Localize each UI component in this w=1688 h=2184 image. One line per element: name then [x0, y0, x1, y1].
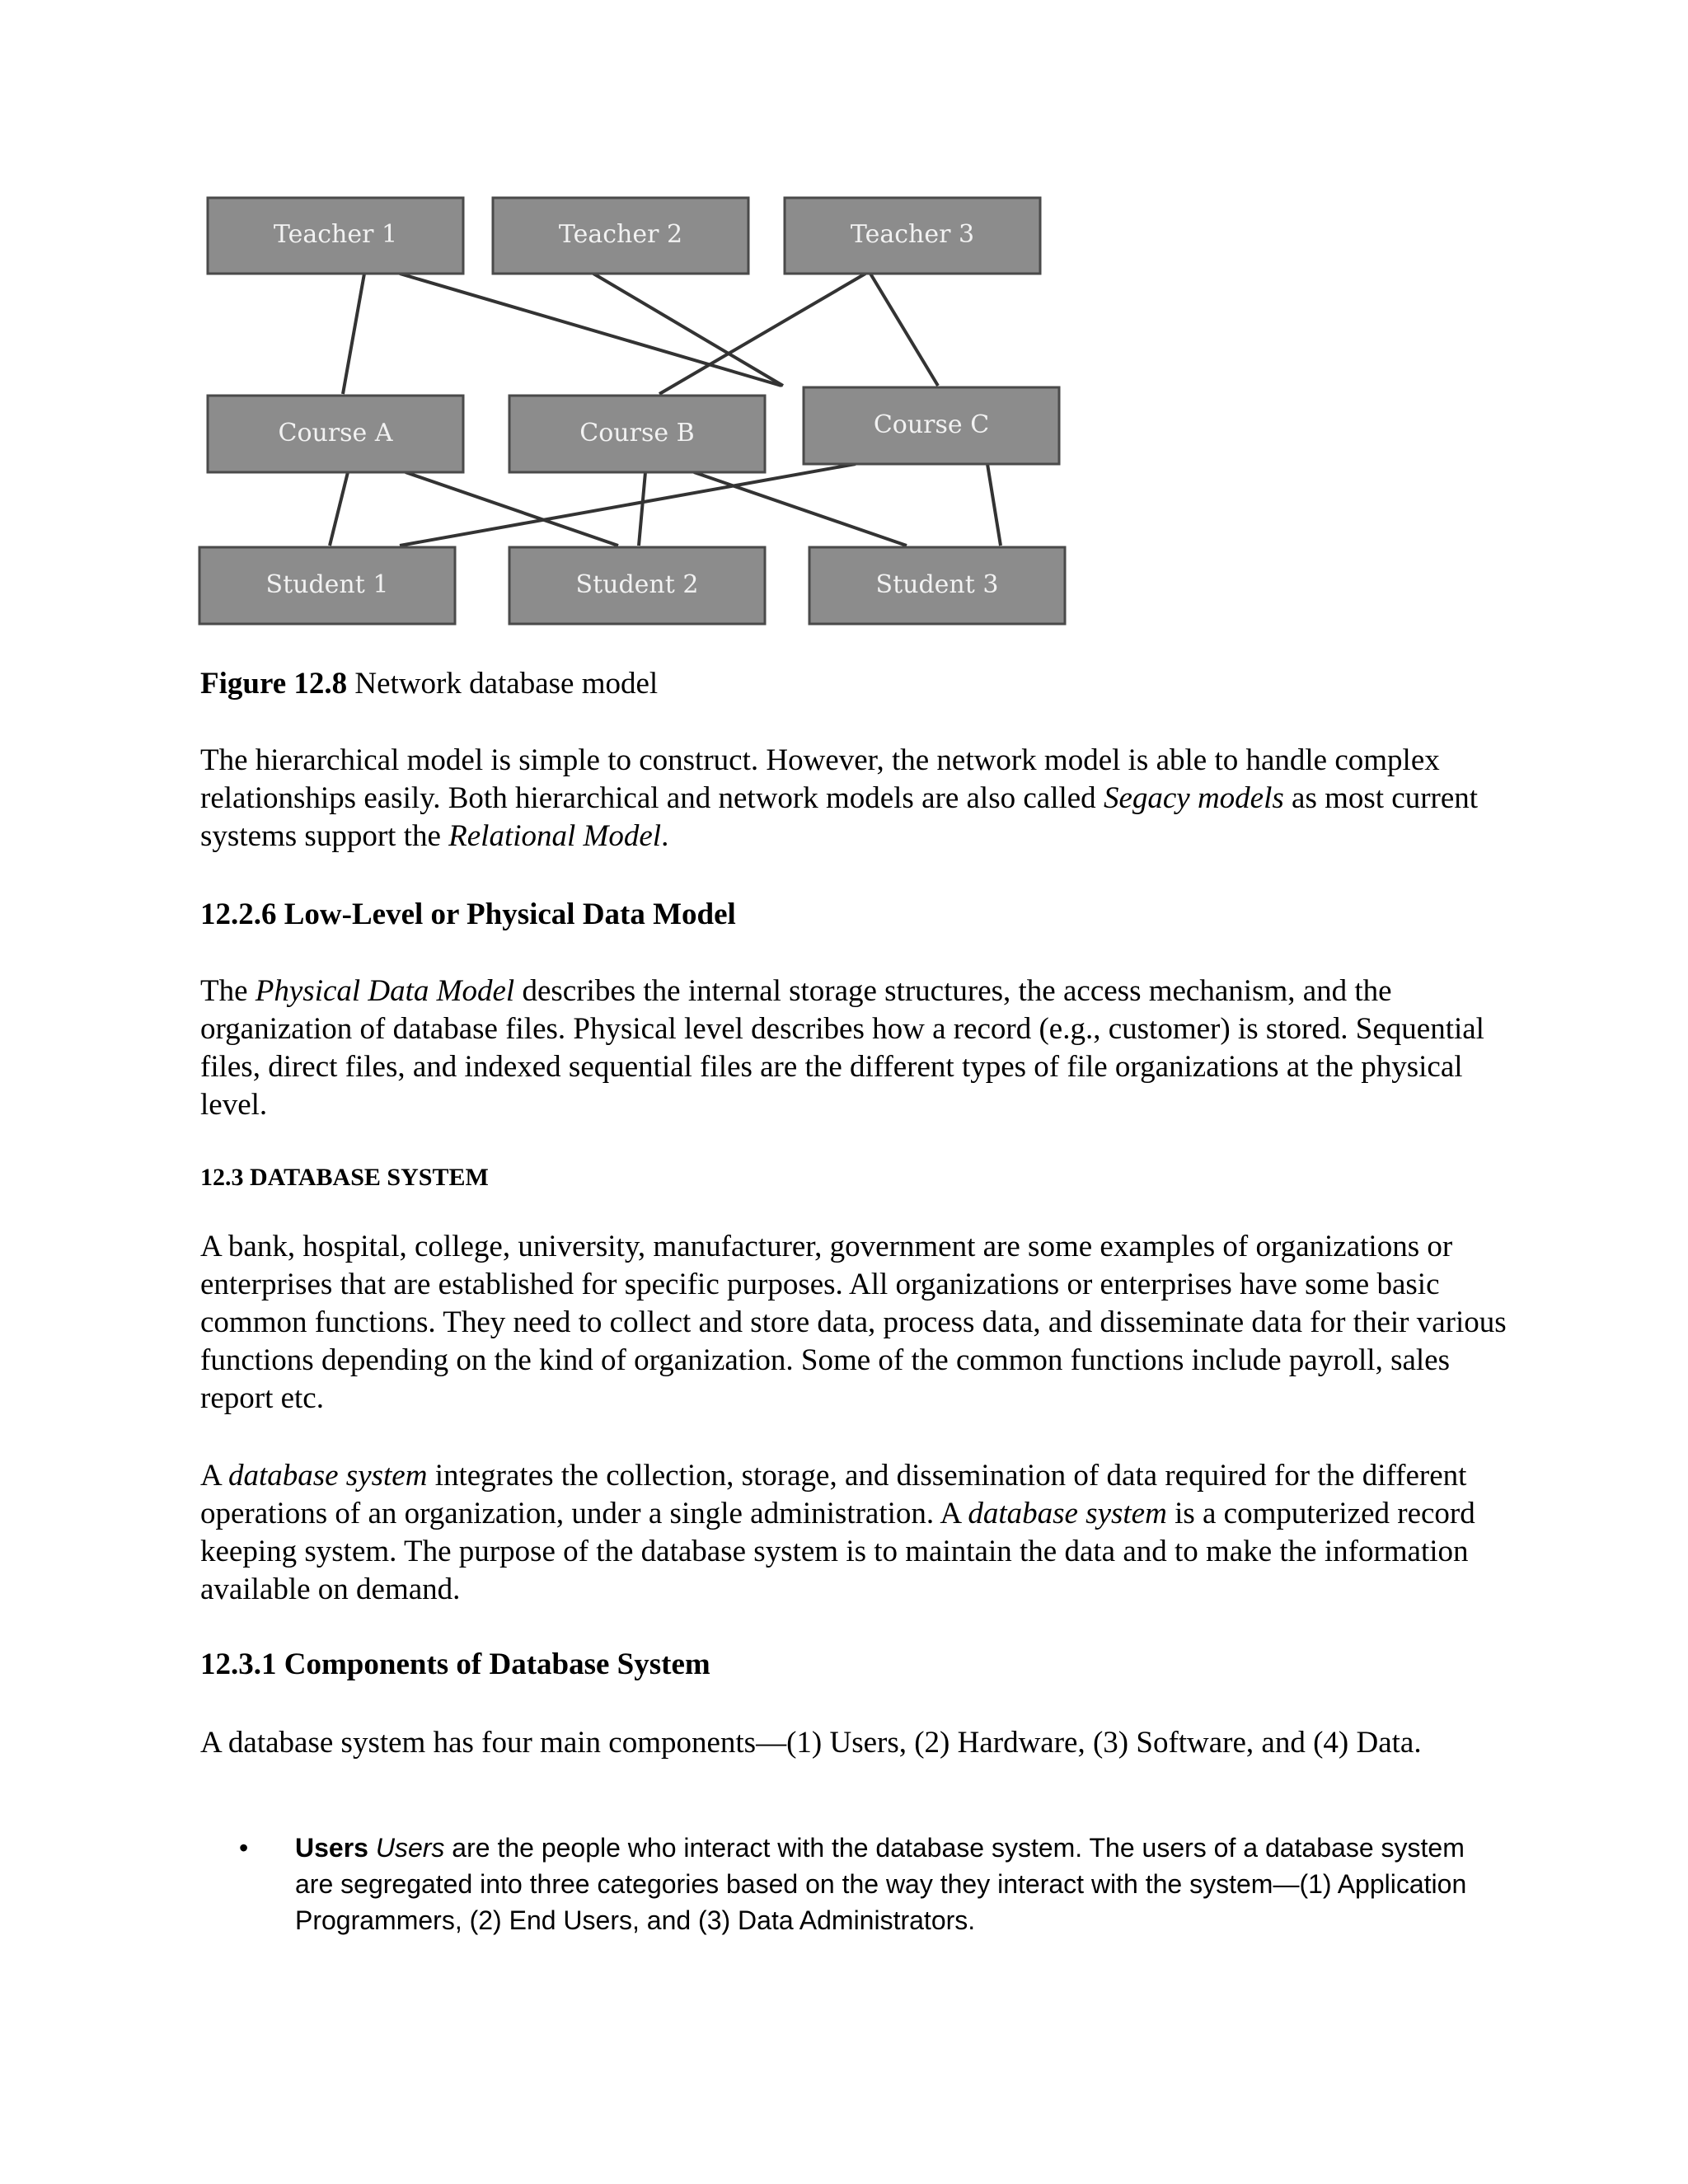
paragraph-physical-model: [200, 972, 1511, 1124]
text-run: The: [200, 974, 256, 1008]
course-node: [208, 396, 463, 472]
course-label: Course C: [873, 410, 990, 439]
edge-teacher1-courseC: [400, 274, 781, 386]
text-run: .: [661, 819, 669, 853]
list-item: [239, 1830, 1475, 1938]
teacher-label: Teacher 2: [558, 220, 683, 249]
teacher-label: Teacher 3: [850, 220, 975, 249]
edge-teacher2-courseB: [593, 274, 783, 386]
bullet-text: are the people who interact with the database system. The users of a database system are segregated into three categories based on the way they interact with the system—(1) Application Programmers, (2) End Users, and (3) Data Administrators.: [295, 1833, 1467, 1935]
emphasis-database-system: database system: [227, 1459, 428, 1493]
course-node: [804, 387, 1059, 464]
student-node: [509, 547, 765, 624]
paragraph-models: [200, 742, 1511, 855]
section-heading-1231: 12.3.1 Components of Database System: [200, 1647, 710, 1681]
edge-courseB-student3: [694, 472, 907, 546]
teacher-node: [208, 198, 463, 274]
bullet-title: Users: [295, 1833, 368, 1863]
student-label: Student 3: [875, 570, 999, 599]
student-label: Student 1: [265, 570, 389, 599]
text-run: as most current systems support the: [200, 781, 1479, 853]
text-run: describes the internal storage structures, the access mechanism, and the organization of database files. Physical level describes how a record (e.g., customer) is stored. Sequential files, direct files, and indexed sequential files are the different types of file organizations at the physical level.: [200, 974, 1484, 1122]
text-run: integrates the collection, storage, and dissemination of data required for the different operations of an organization, under a single administration. A: [200, 1459, 1467, 1530]
bullet-icon: •: [239, 1833, 249, 1863]
text-run: The hierarchical model is simple to construct. However, the network model is able to handle complex relationships easily. Both hierarchical and network models are also called: [200, 743, 1440, 815]
edge-courseA-student1: [330, 472, 348, 546]
teacher-label: Teacher 1: [273, 220, 398, 249]
edge-courseA-student2: [406, 472, 618, 546]
edge-teacher1-courseA: [343, 274, 364, 394]
network-model-diagram: [190, 190, 1104, 635]
paragraph-database-system: [200, 1457, 1511, 1609]
bullet-emphasis: Users: [375, 1833, 445, 1863]
edge-teacher3-courseC: [870, 274, 938, 386]
section-heading-123: 12.3 DATABASE SYSTEM: [200, 1164, 489, 1191]
student-label: Student 2: [575, 570, 699, 599]
paragraph-organizations: A bank, hospital, college, university, manufacturer, government are some examples of organizations or enterprises that are established for specific purposes. All organizations or enterprises have some basic common functions. They need to collect and store data, process data, and disseminate data for their various functions depending on the kind of organization. Some of the common functions include payroll, sales report etc.: [200, 1230, 1507, 1415]
emphasis-relational-model: Relational Model: [448, 819, 662, 853]
components-bullet-list: [239, 1830, 1475, 1938]
teacher-node: [785, 198, 1040, 274]
student-node: [199, 547, 455, 624]
edge-teacher3-courseB: [659, 274, 865, 394]
edge-courseB-student2: [639, 472, 645, 546]
edge-courseC-student3: [987, 464, 1001, 546]
course-node: [509, 396, 765, 472]
text-run: A: [200, 1459, 228, 1493]
course-label: Course A: [278, 419, 393, 448]
student-node: [809, 547, 1065, 624]
emphasis-database-system: database system: [968, 1497, 1167, 1530]
course-label: Course B: [579, 419, 695, 448]
text-run: is a computerized record keeping system. The purpose of the database system is to maintain the data and to make the information available on demand.: [200, 1497, 1475, 1606]
emphasis-segacy-models: Segacy models: [1103, 781, 1284, 815]
figure-label: Figure 12.8: [200, 667, 348, 701]
figure-title: Network database model: [354, 667, 659, 701]
figure-caption: [200, 666, 658, 701]
paragraph-components: A database system has four main components—(1) Users, (2) Hardware, (3) Software, and (4) Data.: [200, 1726, 1422, 1760]
teacher-node: [493, 198, 748, 274]
section-heading-1226: 12.2.6 Low-Level or Physical Data Model: [200, 898, 736, 931]
emphasis-physical-data-model: Physical Data Model: [255, 974, 515, 1008]
